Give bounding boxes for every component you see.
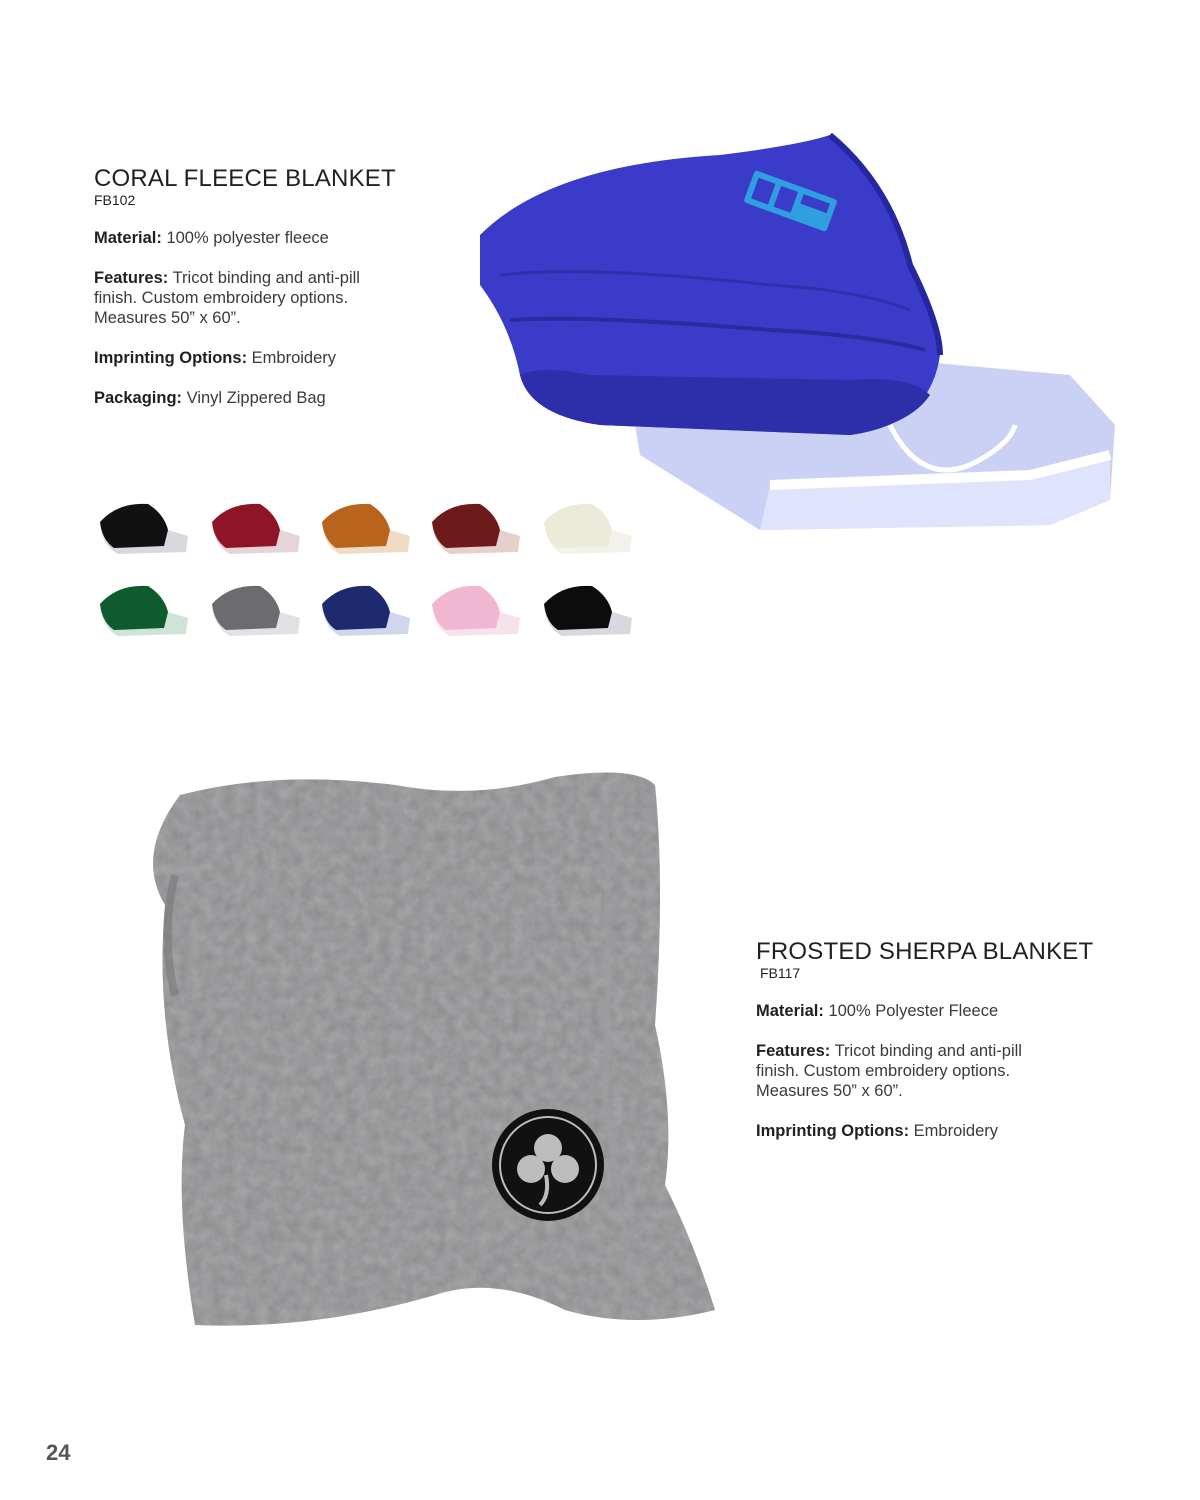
swatch-maroon xyxy=(210,500,302,556)
spec-label: Features: xyxy=(756,1042,831,1060)
spec-value: Tricot binding and anti-pill finish. Custom embroidery options. Measures 50” x 60”. xyxy=(756,1042,1022,1100)
product-coral-fleece xyxy=(94,166,454,408)
product-title: CORAL FLEECE BLANKET xyxy=(94,165,396,192)
swatch-black xyxy=(98,500,190,556)
product-code: FB117 xyxy=(760,965,801,981)
swatch-green xyxy=(98,582,190,638)
product-code: FB102 xyxy=(94,192,136,208)
spec-label: Imprinting Options: xyxy=(94,349,248,367)
spec-imprinting xyxy=(756,1121,1116,1141)
swatch-black-2 xyxy=(542,582,634,638)
shamrock-patch-icon xyxy=(492,1109,604,1221)
spec-value: 100% polyester fleece xyxy=(161,229,329,247)
spec-label: Material: xyxy=(756,1002,824,1020)
spec-packaging xyxy=(94,388,454,408)
spec-label: Imprinting Options: xyxy=(756,1122,910,1140)
spec-features xyxy=(756,1041,1116,1101)
spec-value: 100% Polyester Fleece xyxy=(823,1002,999,1020)
spec-value: Embroidery xyxy=(247,349,337,367)
product-frosted-sherpa xyxy=(756,939,1116,1141)
coral-fleece-blanket-image xyxy=(470,125,1130,545)
spec-value: Vinyl Zippered Bag xyxy=(182,389,326,407)
swatch-brown xyxy=(430,500,522,556)
product-title: FROSTED SHERPA BLANKET xyxy=(756,938,1094,965)
page-number: 24 xyxy=(46,1440,71,1465)
spec-value: Embroidery xyxy=(909,1122,999,1140)
swatch-cream xyxy=(542,500,634,556)
swatch-orange xyxy=(320,500,412,556)
spec-material xyxy=(756,1001,1116,1021)
swatch-navy xyxy=(320,582,412,638)
spec-material xyxy=(94,228,454,248)
spec-label: Packaging: xyxy=(94,389,183,407)
swatch-gray xyxy=(210,582,302,638)
spec-label: Features: xyxy=(94,269,169,287)
spec-label: Material: xyxy=(94,229,162,247)
swatch-pink xyxy=(430,582,522,638)
spec-value: Tricot binding and anti-pill finish. Custom embroidery options. Measures 50” x 60”. xyxy=(94,269,360,327)
spec-imprinting xyxy=(94,348,454,368)
spec-features xyxy=(94,268,454,328)
frosted-sherpa-blanket-image xyxy=(135,765,725,1335)
